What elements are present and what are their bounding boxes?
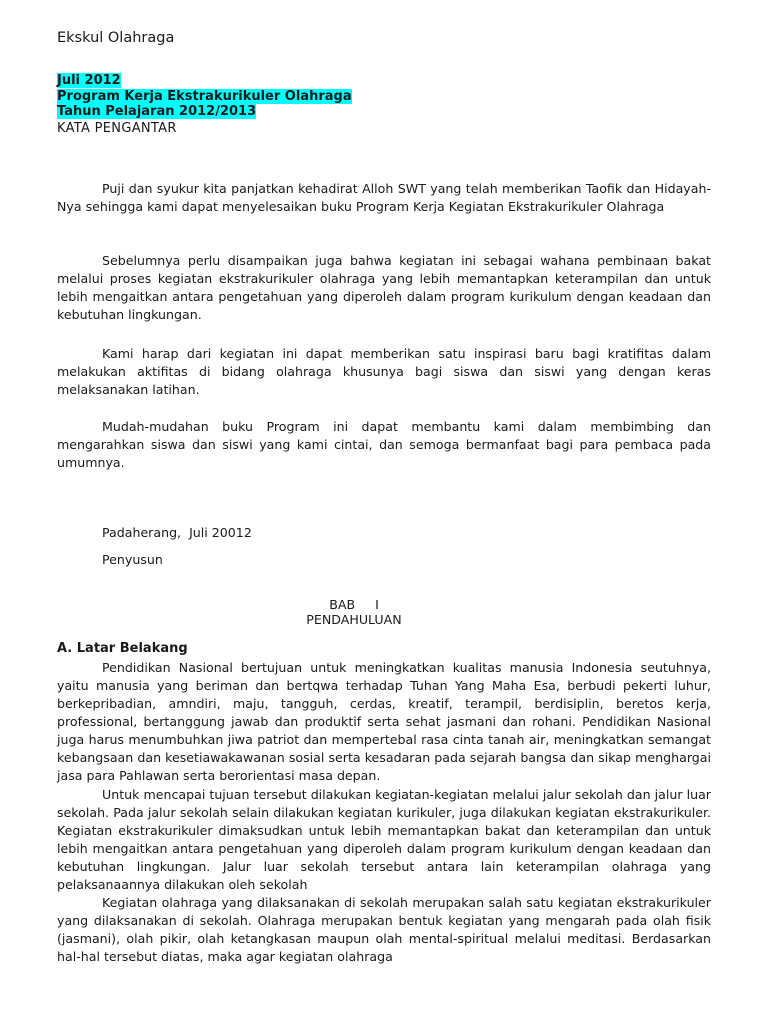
intro-paragraph-3: Kami harap dari kegiatan ini dapat memberikan satu inspirasi baru bagi kratifitas dalam melakukan aktifitas di bidang olahraga khusunya bagi siswa dan siswi yang dengan keras melaksanakan latihan.: [57, 346, 711, 398]
body-paragraph-1: Pendidikan Nasional bertujuan untuk meningkatkan kualitas manusia Indonesia seutuhnya, yaitu manusia yang beriman dan bertqwa terhadap Tuhan Yang Maha Esa, berbudi pekerti luhur, berkepribadian, amndiri, maju, tangguh, cerdas, kreatif, terampil, berdisiplin, beretos kerja, professional, bertanggung jawab dan produktif serta sehat jasmani dan rohani. Pendidikan Nasional juga harus menumbuhkan jiwa patriot dan mempertebal rasa cinta tanah air, meningkatkan semangat kebangsaan dan kesetiawakawanan sosial serta kesadaran pada sejarah bangsa dan sikap menghargai jasa para Pahlawan serta berorientasi masa depan.: [57, 660, 711, 784]
document-title: Ekskul Olahraga: [57, 30, 175, 46]
intro-paragraph-1: Puji dan syukur kita panjatkan kehadirat Alloh SWT yang telah memberikan Taofik dan Hidayah-Nya sehingga kami dapat menyelesaikan buku Program Kerja Kegiatan Ekstrakurikuler Olahraga: [57, 181, 711, 215]
header-year: Tahun Pelajaran 2012/2013: [57, 104, 257, 119]
header-block: [57, 73, 352, 120]
chapter-number: BAB I: [329, 597, 379, 612]
section-heading-latar-belakang: A. Latar Belakang: [57, 641, 188, 656]
body-paragraph-3: Kegiatan olahraga yang dilaksanakan di sekolah merupakan salah satu kegiatan ekstrakurikuler yang dilaksanakan di sekolah. Olahraga merupakan bentuk kegiatan yang mengarah pada olah fisik (jasmani), olah pikir, olah ketangkasan maupun olah mental-spiritual melalui meditasi. Berdasarkan hal-hal tersebut diatas, maka agar kegiatan olahraga: [57, 895, 711, 965]
signoff-author: Penyusun: [102, 552, 163, 567]
body-paragraph-2: Untuk mencapai tujuan tersebut dilakukan kegiatan-kegiatan melalui jalur sekolah dan jalur luar sekolah. Pada jalur sekolah selain dilakukan kegiatan kurikuler, juga dilakukan kegiatan ekstrakurikuler. Kegiatan ekstrakurikuler dimaksudkan untuk lebih memantapkan bakat dan keterampilan dan untuk lebih mengaitkan antara pengetahuan yang diperoleh dalam program kurikulum dengan keadaan dan kebutuhan lingkungan. Jalur luar sekolah tersebut antara lain keterampilan olahraga yang pelaksanaannya dilakukan oleh sekolah: [57, 787, 711, 893]
section-title-kata-pengantar: KATA PENGANTAR: [57, 121, 177, 136]
intro-paragraph-4: Mudah-mudahan buku Program ini dapat membantu kami dalam membimbing dan mengarahkan siswa dan siswi yang kami cintai, dan semoga bermanfaat bagi para pembaca pada umumnya.: [57, 419, 711, 471]
chapter-title: PENDAHULUAN: [306, 612, 402, 627]
intro-paragraph-2: Sebelumnya perlu disampaikan juga bahwa kegiatan ini sebagai wahana pembinaan bakat melalui proses kegiatan ekstrakurikuler olahraga yang lebih memantapkan keterampilan dan untuk lebih mengaitkan antara pengetahuan yang diperoleh dalam program kurikulum dengan keadaan dan kebutuhan lingkungan.: [57, 253, 711, 323]
signoff-place-date: Padaherang, Juli 20012: [102, 525, 252, 540]
header-date: Juli 2012: [57, 73, 121, 88]
header-program: Program Kerja Ekstrakurikuler Olahraga: [57, 88, 352, 104]
